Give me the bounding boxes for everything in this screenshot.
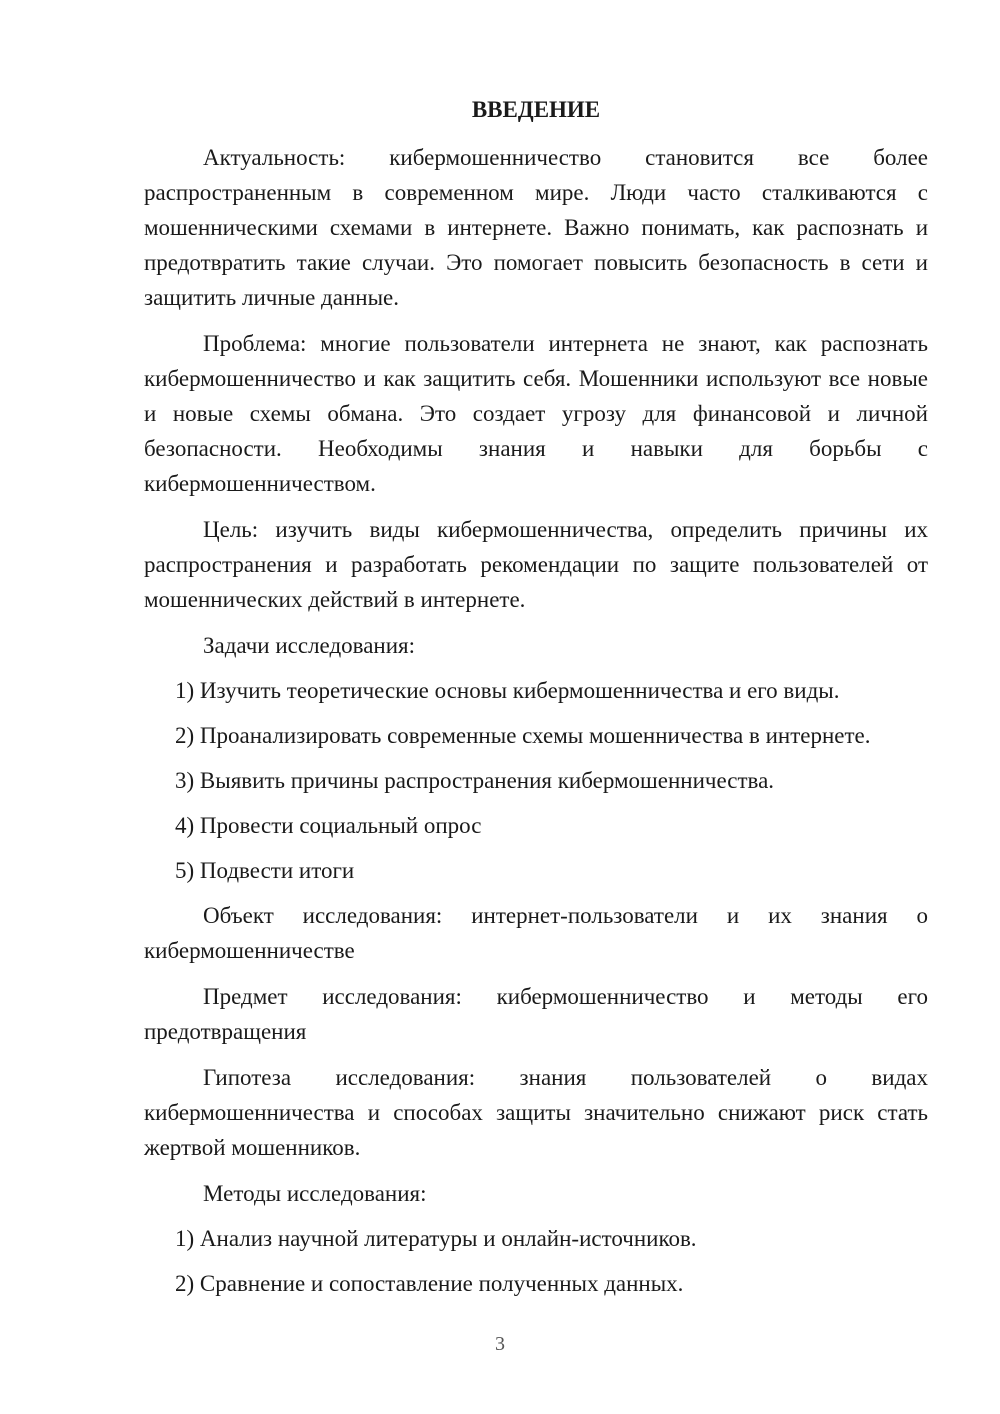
method-item-1: 1) Анализ научной литературы и онлайн-источников. [175, 1226, 697, 1251]
section-title: ВВЕДЕНИЕ [471, 97, 601, 122]
task-item-3: 3) Выявить причины распространения кибермошенничества. [175, 768, 775, 793]
subject-paragraph: Предмет исследования: кибермошенничество и методы его предотвращения [144, 984, 928, 1044]
page-content [144, 95, 928, 1311]
object-paragraph: Объект исследования: интернет-пользователи и их знания о кибермошенничестве [144, 903, 928, 963]
goal-paragraph: Цель: изучить виды кибермошенничества, определить причины их распространения и разработать рекомендации по защите пользователей от мошеннических действий в интернете. [144, 517, 928, 612]
problem-paragraph: Проблема: многие пользователи интернета не знают, как распознать кибермошенничество и как защитить себя. Мошенники используют все новые и новые схемы обмана. Это создает угрозу для финансовой и личной безопасности. Необходимы знания и навыки для борьбы с кибермошенничеством. [144, 331, 928, 496]
task-item-2: 2) Проанализировать современные схемы мошенничества в интернете. [175, 723, 871, 748]
task-item-1: 1) Изучить теоретические основы кибермошенничества и его виды. [175, 678, 840, 703]
tasks-label: Задачи исследования: [203, 633, 416, 658]
tasks-list [144, 673, 928, 888]
method-item-2: 2) Сравнение и сопоставление полученных данных. [175, 1271, 684, 1296]
relevance-paragraph: Актуальность: кибермошенничество становится все более распространенным в современном мире. Люди часто сталкиваются с мошенническими схемами в интернете. Важно понимать, как распознать и предотвратить такие случаи. Это помогает повысить безопасность в сети и защитить личные данные. [144, 145, 928, 310]
task-item-4: 4) Провести социальный опрос [175, 813, 482, 838]
page-number: 3 [495, 1333, 505, 1355]
hypothesis-paragraph: Гипотеза исследования: знания пользователей о видах кибермошенничества и способах защиты значительно снижают риск стать жертвой мошенников. [144, 1065, 928, 1160]
task-item-5: 5) Подвести итоги [175, 858, 355, 883]
methods-label: Методы исследования: [203, 1181, 427, 1206]
methods-list [144, 1221, 928, 1301]
